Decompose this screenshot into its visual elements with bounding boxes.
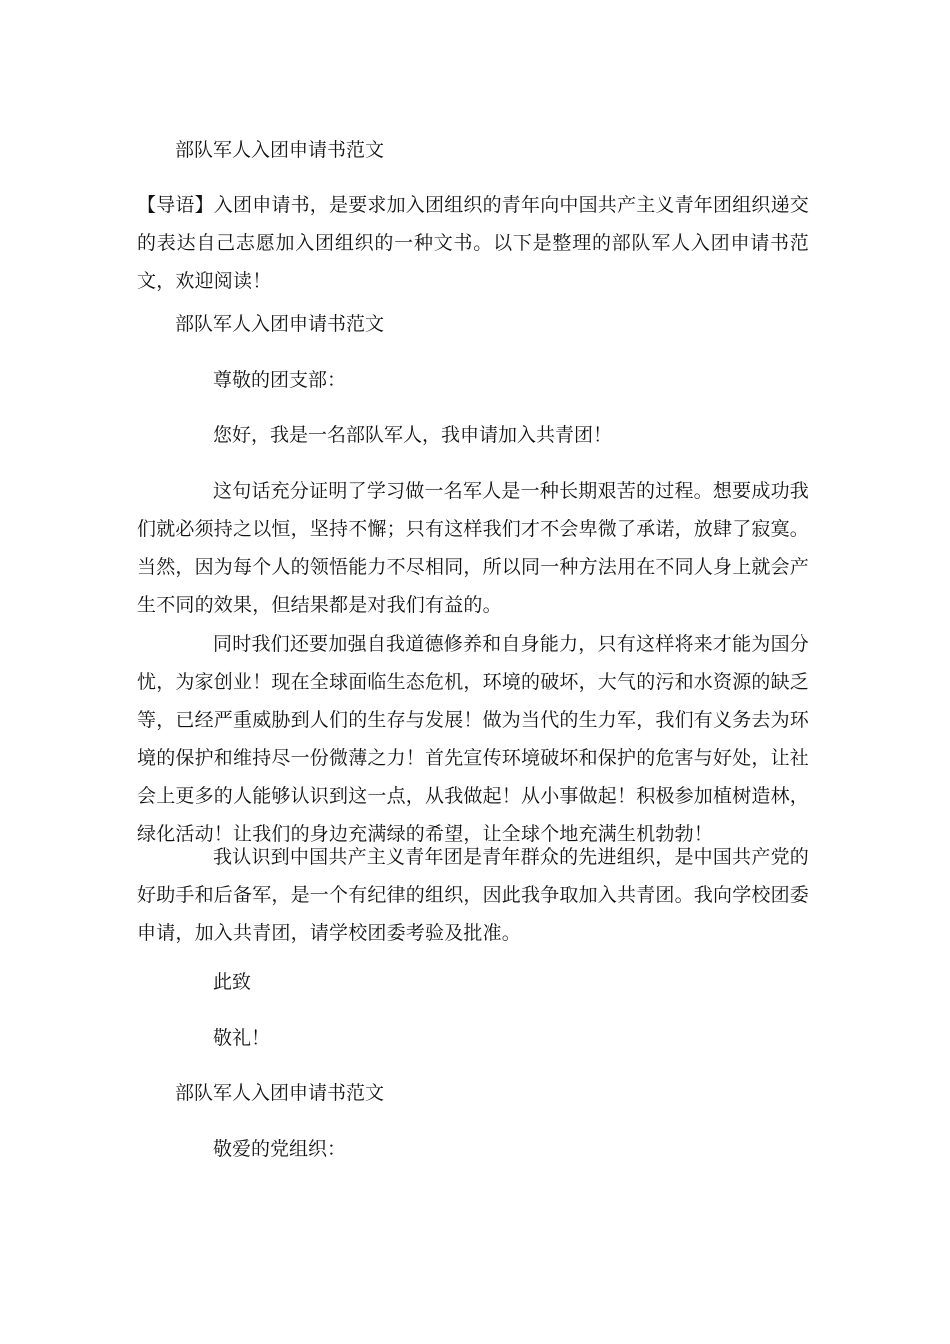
salutation: 尊敬的团支部： [213, 369, 347, 391]
section-title: 部队军人入团申请书范文 [175, 313, 385, 335]
section-title-2: 部队军人入团申请书范文 [175, 1082, 385, 1104]
intro-paragraph: 【导语】入团申请书，是要求加入团组织的青年向中国共产主义青年团组织递交的表达自己志愿加入团组织的一种文书。以下是整理的部队军人入团申请书范文，欢迎阅读！ [137, 194, 810, 292]
greeting-line: 您好，我是一名部队军人，我申请加入共青团！ [213, 424, 613, 446]
salutation-2: 敬爱的党组织： [213, 1138, 347, 1160]
closing-line-2: 敬礼！ [213, 1027, 271, 1049]
document-title: 部队军人入团申请书范文 [175, 139, 385, 161]
closing-line-1: 此致 [213, 971, 252, 993]
body-paragraph-2: 同时我们还要加强自我道德修养和自身能力，只有这样将来才能为国分忧，为家创业！现在全球面临生态危机，环境的破坏，大气的污和水资源的缺乏等，已经严重威胁到人们的生存与发展！做为当代的生力军，我们有义务去为环境的保护和维持尽一份微薄之力！首先宣传环境破坏和保护的危害与好处，让社会上更多的人能够认识到这一点，从我做起！从小事做起！积极参加植树造林，绿化活动！让我们的身边充满绿的希望，让全球个地充满生机勃勃！ [137, 633, 810, 845]
body-paragraph-3: 我认识到中国共产主义青年团是青年群众的先进组织，是中国共产党的好助手和后备军，是一个有纪律的组织，因此我争取加入共青团。我向学校团委申请，加入共青团，请学校团委考验及批准。 [137, 846, 810, 944]
body-paragraph-1: 这句话充分证明了学习做一名军人是一种长期艰苦的过程。想要成功我们就必须持之以恒，坚持不懈；只有这样我们才不会卑微了承诺，放肆了寂寞。当然，因为每个人的领悟能力不尽相同，所以同一种方法用在不同人身上就会产生不同的效果，但结果都是对我们有益的。 [137, 480, 810, 616]
